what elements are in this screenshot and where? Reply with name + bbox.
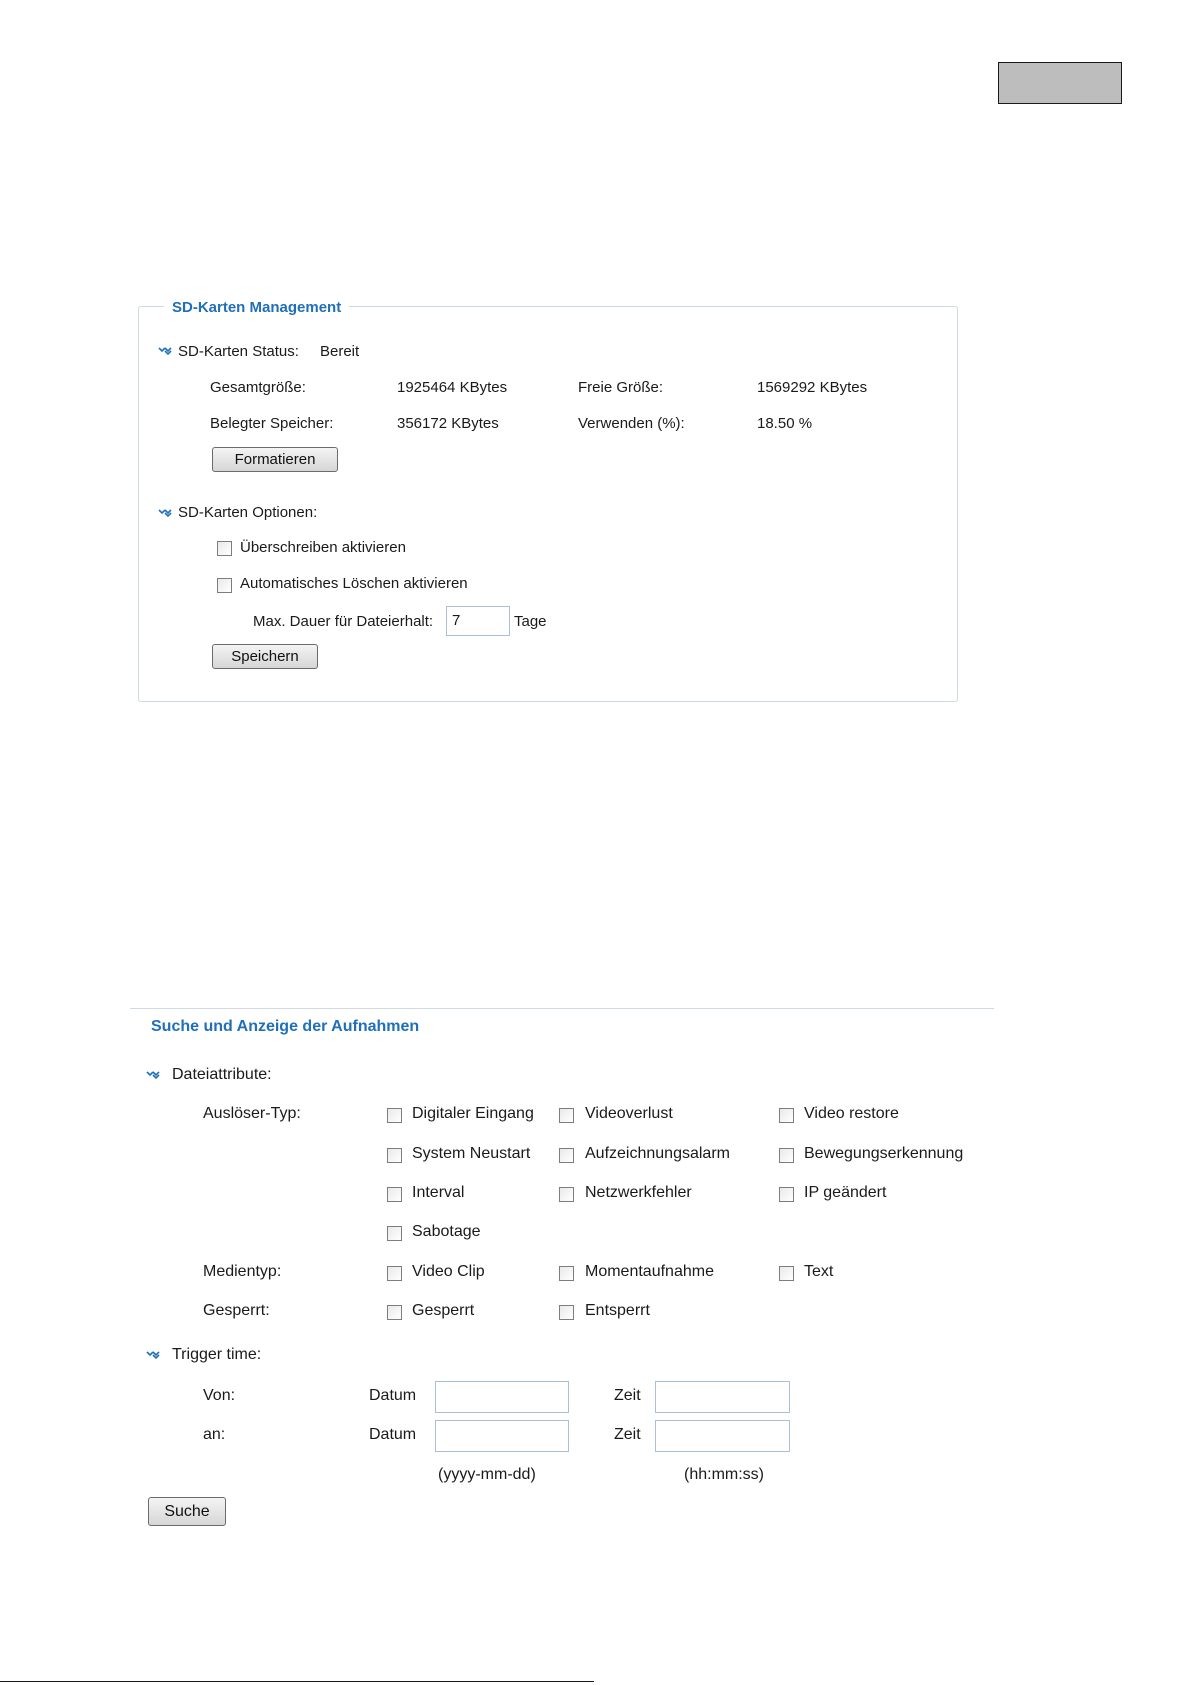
text-checkbox[interactable] xyxy=(779,1266,794,1281)
trigger-type-label: Auslöser-Typ: xyxy=(203,1105,301,1122)
used-space-label: Belegter Speicher: xyxy=(210,415,334,432)
locked-option-label: Gesperrt xyxy=(412,1302,475,1319)
expand-chevron-icon[interactable] xyxy=(158,508,172,518)
free-size-value: 1569292 KBytes xyxy=(757,379,868,396)
free-size-label: Freie Größe: xyxy=(578,379,664,396)
from-date-label: Datum xyxy=(369,1387,417,1404)
system-restart-checkbox[interactable] xyxy=(387,1148,402,1163)
to-time-input[interactable] xyxy=(655,1420,790,1452)
video-loss-label: Videoverlust xyxy=(585,1105,673,1122)
motion-detection-label: Bewegungserkennung xyxy=(804,1145,964,1162)
save-button[interactable]: Speichern xyxy=(212,644,318,669)
auto-delete-checkbox[interactable] xyxy=(217,578,232,593)
sd-management-legend: SD-Karten Management xyxy=(164,297,349,319)
video-restore-label: Video restore xyxy=(804,1105,899,1122)
interval-label: Interval xyxy=(412,1184,465,1201)
search-section-title: Suche und Anzeige der Aufnahmen xyxy=(151,1018,420,1035)
time-format-hint: (hh:mm:ss) xyxy=(684,1466,764,1483)
ip-changed-label: IP geändert xyxy=(804,1184,887,1201)
sd-options-label: SD-Karten Optionen: xyxy=(178,504,318,521)
trigger-time-label: Trigger time: xyxy=(172,1346,262,1363)
to-date-input[interactable] xyxy=(435,1420,569,1452)
to-label: an: xyxy=(203,1426,226,1443)
sd-status-label: SD-Karten Status: xyxy=(178,343,299,360)
digital-input-checkbox[interactable] xyxy=(387,1108,402,1123)
text-label: Text xyxy=(804,1263,834,1280)
total-size-value: 1925464 KBytes xyxy=(397,379,508,396)
expand-chevron-icon[interactable] xyxy=(158,346,172,356)
header-grey-box xyxy=(998,62,1122,104)
from-date-input[interactable] xyxy=(435,1381,569,1413)
footer-line xyxy=(0,1681,594,1682)
tampering-label: Sabotage xyxy=(412,1223,481,1240)
locked-checkbox[interactable] xyxy=(387,1305,402,1320)
media-type-label: Medientyp: xyxy=(203,1263,282,1280)
usage-percent-label: Verwenden (%): xyxy=(578,415,685,432)
unlocked-option-label: Entsperrt xyxy=(585,1302,650,1319)
total-size-label: Gesamtgröße: xyxy=(210,379,306,396)
from-time-label: Zeit xyxy=(614,1387,641,1404)
video-clip-label: Video Clip xyxy=(412,1263,485,1280)
to-date-label: Datum xyxy=(369,1426,417,1443)
search-button[interactable]: Suche xyxy=(148,1497,226,1526)
overwrite-label: Überschreiben aktivieren xyxy=(240,539,406,556)
overwrite-checkbox[interactable] xyxy=(217,541,232,556)
network-error-checkbox[interactable] xyxy=(559,1187,574,1202)
recording-alarm-checkbox[interactable] xyxy=(559,1148,574,1163)
sd-status-value: Bereit xyxy=(320,343,360,360)
auto-delete-label: Automatisches Löschen aktivieren xyxy=(240,575,468,592)
days-label: Tage xyxy=(514,613,547,630)
format-button[interactable]: Formatieren xyxy=(212,447,338,472)
recording-alarm-label: Aufzeichnungsalarm xyxy=(585,1145,730,1162)
system-restart-label: System Neustart xyxy=(412,1145,531,1162)
unlocked-checkbox[interactable] xyxy=(559,1305,574,1320)
max-duration-input[interactable]: 7 xyxy=(446,606,510,636)
tampering-checkbox[interactable] xyxy=(387,1226,402,1241)
section-divider xyxy=(130,1008,994,1009)
digital-input-label: Digitaler Eingang xyxy=(412,1105,534,1122)
used-space-value: 356172 KBytes xyxy=(397,415,499,432)
to-time-label: Zeit xyxy=(614,1426,641,1443)
max-duration-label: Max. Dauer für Dateierhalt: xyxy=(253,613,434,630)
snapshot-checkbox[interactable] xyxy=(559,1266,574,1281)
interval-checkbox[interactable] xyxy=(387,1187,402,1202)
motion-detection-checkbox[interactable] xyxy=(779,1148,794,1163)
network-error-label: Netzwerkfehler xyxy=(585,1184,692,1201)
expand-chevron-icon[interactable] xyxy=(146,1070,160,1080)
date-format-hint: (yyyy-mm-dd) xyxy=(438,1466,536,1483)
snapshot-label: Momentaufnahme xyxy=(585,1263,714,1280)
file-attributes-label: Dateiattribute: xyxy=(172,1066,272,1083)
expand-chevron-icon[interactable] xyxy=(146,1350,160,1360)
video-restore-checkbox[interactable] xyxy=(779,1108,794,1123)
video-loss-checkbox[interactable] xyxy=(559,1108,574,1123)
usage-percent-value: 18.50 % xyxy=(757,415,813,432)
video-clip-checkbox[interactable] xyxy=(387,1266,402,1281)
ip-changed-checkbox[interactable] xyxy=(779,1187,794,1202)
from-time-input[interactable] xyxy=(655,1381,790,1413)
locked-label: Gesperrt: xyxy=(203,1302,270,1319)
from-label: Von: xyxy=(203,1387,236,1404)
